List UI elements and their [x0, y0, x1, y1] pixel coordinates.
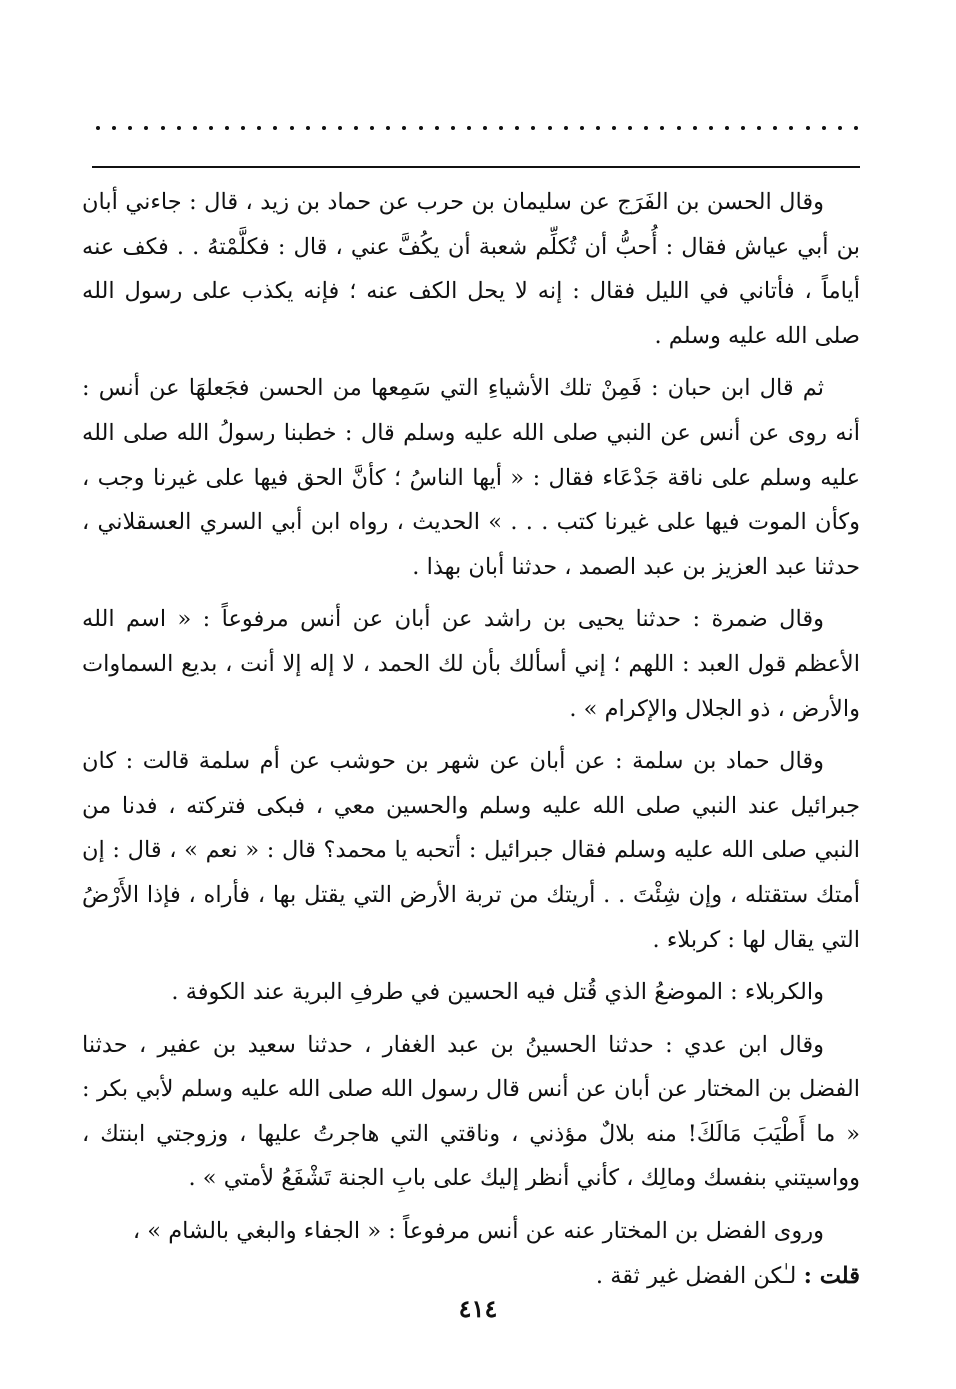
note-label: قلت :: [803, 1262, 860, 1289]
page-body: [82, 180, 860, 1305]
paragraph-6: وقال ابن عدي : حدثنا الحسينُ بن عبد الغفار ، حدثنا سعيد بن عفير ، حدثنا الفضل بن المختار عن أبان عن أنس قال رسول الله صلى الله عليه وسلم لأبي بكر : « ما أَطْيَبَ مَالَكَ! منه بلالٌ مؤذني ، وناقتي التي هاجرتُ عليها ، وزوجتي ابنتك ، وواسيتني بنفسك ومالِك ، كأني أنظر إليك على بابِ الجنة تَشْفَعُ لأمتي » .: [82, 1031, 860, 1192]
header-rule: [92, 166, 860, 168]
paragraph-5: والكربلاء : الموضعُ الذي قُتل فيه الحسين في طرفِ البرية عند الكوفة .: [171, 979, 824, 1006]
paragraph-3: وقال ضمرة : حدثنا يحيى بن راشد عن أبان عن أنس مرفوعاً : « اسم الله الأعظم قول العبد : اللهم ؛ إني أسألك بأن لك الحمد ، لا إله إلا أنت ، بديع السماوات والأرض ، ذو الجلال والإكرام » .: [82, 606, 860, 722]
paragraph-7-text: وروى الفضل بن المختار عنه عن أنس مرفوعاً : « الجفاء والبغي بالشام » ،: [132, 1218, 824, 1245]
header-dotted-line: [96, 118, 858, 138]
paragraph-1: وقال الحسن بن الفَرَج عن سليمان بن حرب عن حماد بن زيد ، قال : جاءني أبان بن أبي عياش فقال : أُحبُّ أن تُكلِّم شعبة أن يكُفَّ عني ، قال : فكلَّمْتهُ . . فكف عنه أياماً ، فأتاني في الليل فقال : إنه لا يحل الكف عنه ؛ فإنه يكذب على رسول الله صلى الله عليه وسلم .: [82, 189, 860, 349]
paragraph-2: ثم قال ابن حبان : فَمِنْ تلك الأشياءِ التي سَمِعها من الحسن فجَعلهَا عن أنس : أنه روى عن أنس عن النبي صلى الله عليه وسلم قال : خطبنا رسولُ الله صلى الله عليه وسلم على ناقة جَدْعَاء فقال : « أيها الناسُ ؛ كأنَّ الحق فيها على غيرنا وجب ، وكأن الموت فيها على غيرنا كتب . . . » الحديث ، رواه ابن أبي السري العسقلاني ، حدثنا عبد العزيز بن عبد الصمد ، حدثنا أبان بهذا .: [82, 375, 860, 580]
page-number: ٤١٤: [458, 1294, 498, 1323]
paragraph-4: وقال حماد بن سلمة : عن أبان عن شهر بن حوشب عن أم سلمة قالت : كان جبرائيل عند النبي صلى الله عليه وسلم والحسين معي ، فبكى فتركته ، فدنا من النبي صلى الله عليه وسلم فقال جبرائيل : أتحبه يا محمد؟ قال : « نعم » ، قال : إن أمتك ستقتله ، وإن شِئْتَ . . أريتك من تربة الأرض التي يقتل بها ، فأراه ، فإذا الأَرْضُ التي يقال لها : كربلاء .: [82, 748, 860, 953]
note-text: لـٰكن الفضل غير ثقة .: [595, 1262, 797, 1289]
paragraph-7: [82, 1209, 860, 1298]
